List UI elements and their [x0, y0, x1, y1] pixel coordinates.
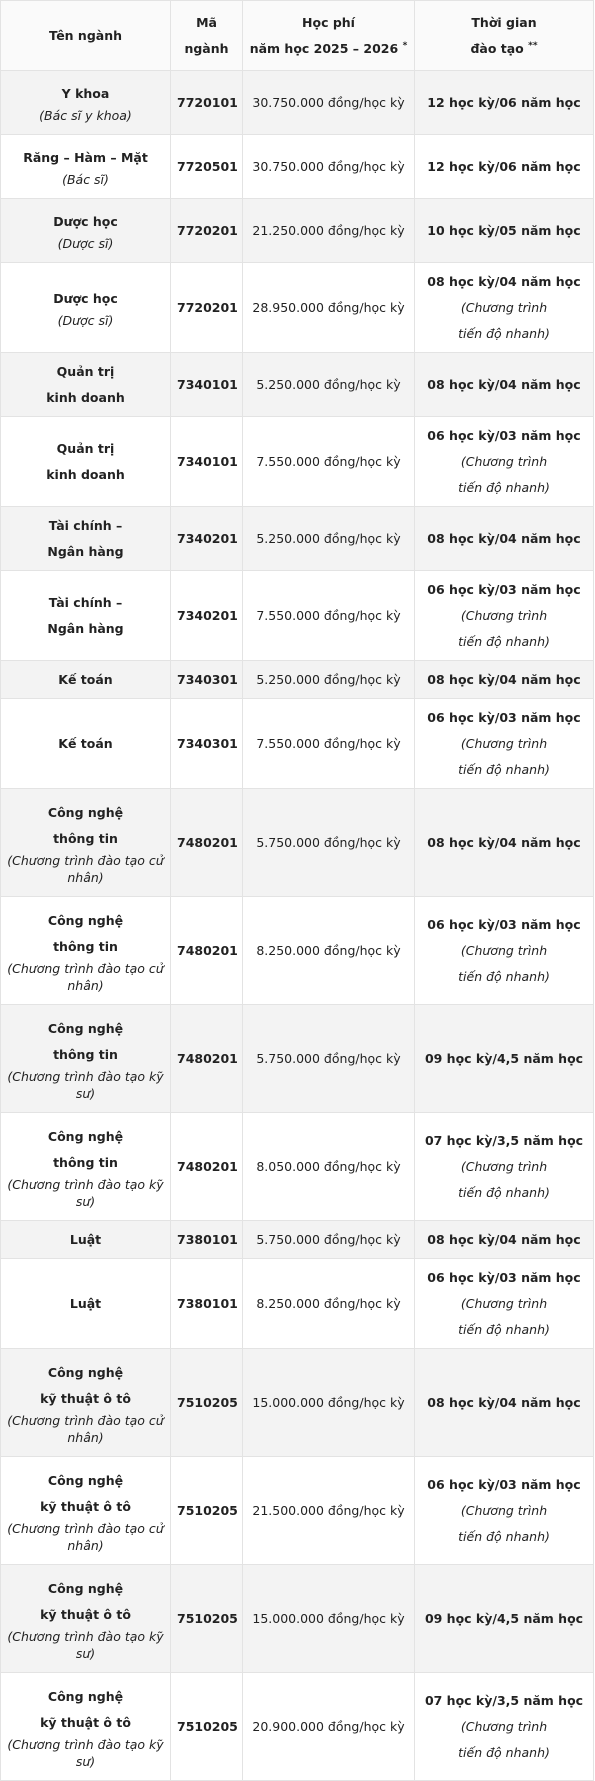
- duration-cell: [415, 417, 594, 507]
- major-code-cell: [171, 897, 243, 1005]
- major-name: Ngân hàng: [47, 620, 124, 636]
- major-name-cell: [1, 1457, 171, 1565]
- tuition-fee: 15.000.000 đồng/học kỳ: [252, 1394, 405, 1410]
- major-note: (Chương trình đào tạo kỹ sư): [7, 1068, 164, 1101]
- table-row: [1, 71, 594, 135]
- major-name-cell: [1, 897, 171, 1005]
- major-name-cell: [1, 1565, 171, 1673]
- table-row: [1, 353, 594, 417]
- table-row: [1, 1565, 594, 1673]
- major-code-cell: [171, 1673, 243, 1781]
- table-row: [1, 789, 594, 897]
- duration-note: (Chương trình: [460, 735, 548, 751]
- duration-cell: [415, 897, 594, 1005]
- duration-note: (Chương trình: [460, 1295, 548, 1311]
- tuition-fee: 5.750.000 đồng/học kỳ: [256, 1050, 401, 1066]
- major-code-cell: [171, 1113, 243, 1221]
- duration-cell: [415, 1113, 594, 1221]
- duration-note: tiến độ nhanh): [458, 1184, 550, 1200]
- tuition-fee: 5.250.000 đồng/học kỳ: [256, 671, 401, 687]
- header-duration: Thời gian đào tạo **: [415, 1, 594, 71]
- duration-cell: [415, 135, 594, 199]
- duration-note: (Chương trình: [460, 299, 548, 315]
- tuition-fee-cell: [243, 1221, 415, 1259]
- major-code: 7380101: [177, 1295, 238, 1311]
- major-name-cell: [1, 1673, 171, 1781]
- duration-cell: [415, 1005, 594, 1113]
- major-code-cell: [171, 661, 243, 699]
- tuition-fee: 20.900.000 đồng/học kỳ: [252, 1718, 405, 1734]
- major-note: (Chương trình đào tạo cử nhân): [7, 852, 164, 885]
- tuition-fee-cell: [243, 507, 415, 571]
- major-name-cell: [1, 1221, 171, 1259]
- duration-note: tiến độ nhanh): [458, 1528, 550, 1544]
- duration-value: 08 học kỳ/04 năm học: [427, 1231, 581, 1247]
- duration-value: 06 học kỳ/03 năm học: [427, 427, 581, 443]
- major-code-cell: [171, 507, 243, 571]
- major-note: (Bác sĩ y khoa): [39, 108, 132, 123]
- table-row: [1, 135, 594, 199]
- duration-value: 08 học kỳ/04 năm học: [427, 1394, 581, 1410]
- tuition-fee-cell: [243, 263, 415, 353]
- tuition-fee: 21.500.000 đồng/học kỳ: [252, 1502, 405, 1518]
- tuition-fee-cell: [243, 1457, 415, 1565]
- table-row: [1, 1005, 594, 1113]
- major-code-cell: [171, 135, 243, 199]
- major-name: Công nghệ: [47, 1688, 124, 1704]
- duration-cell: [415, 1259, 594, 1349]
- duration-cell: [415, 1221, 594, 1259]
- duration-cell: [415, 1673, 594, 1781]
- duration-note: (Chương trình: [460, 1158, 548, 1174]
- tuition-fee: 30.750.000 đồng/học kỳ: [252, 94, 405, 110]
- major-name: Công nghệ: [47, 1128, 124, 1144]
- major-note: (Dược sĩ): [57, 236, 114, 251]
- tuition-fee-cell: [243, 1259, 415, 1349]
- major-name: Kế toán: [58, 735, 113, 751]
- major-name-cell: [1, 507, 171, 571]
- major-code: 7510205: [177, 1718, 238, 1734]
- duration-cell: [415, 199, 594, 263]
- tuition-fee-cell: [243, 135, 415, 199]
- major-code-cell: [171, 1221, 243, 1259]
- major-code: 7340201: [177, 607, 238, 623]
- major-name: Luật: [69, 1231, 102, 1247]
- major-note: (Chương trình đào tạo kỹ sư): [7, 1736, 164, 1769]
- table-row: [1, 1457, 594, 1565]
- duration-cell: [415, 263, 594, 353]
- major-code: 7480201: [177, 1158, 238, 1174]
- tuition-fee: 8.050.000 đồng/học kỳ: [256, 1158, 401, 1174]
- duration-cell: [415, 789, 594, 897]
- tuition-fee-cell: [243, 417, 415, 507]
- tuition-fee: 7.550.000 đồng/học kỳ: [256, 453, 401, 469]
- major-code: 7510205: [177, 1502, 238, 1518]
- major-name: Dược học: [53, 291, 118, 306]
- tuition-fee-cell: [243, 71, 415, 135]
- major-name-cell: [1, 1113, 171, 1221]
- major-code-cell: [171, 1457, 243, 1565]
- tuition-fee-cell: [243, 1673, 415, 1781]
- major-name-cell: [1, 417, 171, 507]
- tuition-fee: 30.750.000 đồng/học kỳ: [252, 158, 405, 174]
- duration-value: 08 học kỳ/04 năm học: [427, 376, 581, 392]
- duration-value: 12 học kỳ/06 năm học: [427, 158, 581, 174]
- duration-cell: [415, 661, 594, 699]
- tuition-fee: 5.250.000 đồng/học kỳ: [256, 530, 401, 546]
- tuition-fee-cell: [243, 199, 415, 263]
- major-note: (Chương trình đào tạo kỹ sư): [7, 1176, 164, 1209]
- table-row: [1, 263, 594, 353]
- major-code-cell: [171, 263, 243, 353]
- major-name: Dược học: [53, 214, 118, 229]
- major-code-cell: [171, 417, 243, 507]
- major-name: kinh doanh: [46, 389, 125, 405]
- major-name: kỹ thuật ô tô: [40, 1390, 131, 1406]
- major-code: 7340301: [177, 735, 238, 751]
- tuition-fee: 15.000.000 đồng/học kỳ: [252, 1610, 405, 1626]
- tuition-fee-cell: [243, 353, 415, 417]
- tuition-fee-cell: [243, 1113, 415, 1221]
- major-name-cell: [1, 1349, 171, 1457]
- major-name: kỹ thuật ô tô: [40, 1498, 131, 1514]
- major-name: kinh doanh: [46, 466, 125, 482]
- major-name-cell: [1, 199, 171, 263]
- major-code: 7340101: [177, 376, 238, 392]
- tuition-fee: 7.550.000 đồng/học kỳ: [256, 607, 401, 623]
- major-name-cell: [1, 1005, 171, 1113]
- tuition-fee: 8.250.000 đồng/học kỳ: [256, 942, 401, 958]
- table-row: [1, 1221, 594, 1259]
- major-name: kỹ thuật ô tô: [40, 1606, 131, 1622]
- major-code: 7480201: [177, 942, 238, 958]
- duration-cell: [415, 571, 594, 661]
- major-name: thông tin: [53, 1154, 118, 1170]
- major-code: 7510205: [177, 1610, 238, 1626]
- duration-value: 06 học kỳ/03 năm học: [427, 916, 581, 932]
- duration-note: (Chương trình: [460, 1502, 548, 1518]
- major-name: Công nghệ: [47, 804, 124, 820]
- major-name: Công nghệ: [47, 1580, 124, 1596]
- major-name-cell: [1, 353, 171, 417]
- major-code-cell: [171, 1259, 243, 1349]
- header-tuition-fee: Học phí năm học 2025 – 2026 *: [243, 1, 415, 71]
- header-major-code: Mã ngành: [171, 1, 243, 71]
- major-name-cell: [1, 571, 171, 661]
- major-name-cell: [1, 135, 171, 199]
- duration-value: 09 học kỳ/4,5 năm học: [424, 1050, 584, 1066]
- major-code-cell: [171, 1349, 243, 1457]
- major-code: 7340301: [177, 671, 238, 687]
- duration-note: tiến độ nhanh): [458, 1744, 550, 1760]
- major-name: Công nghệ: [47, 1020, 124, 1036]
- duration-value: 08 học kỳ/04 năm học: [427, 273, 581, 289]
- tuition-fee-cell: [243, 1005, 415, 1113]
- table-row: [1, 199, 594, 263]
- major-name: Ngân hàng: [47, 543, 124, 559]
- duration-value: 08 học kỳ/04 năm học: [427, 671, 581, 687]
- tuition-fee-cell: [243, 1349, 415, 1457]
- major-code: 7340201: [177, 530, 238, 546]
- major-code: 7480201: [177, 1050, 238, 1066]
- major-name: Y khoa: [61, 86, 110, 101]
- duration-value: 07 học kỳ/3,5 năm học: [424, 1692, 584, 1708]
- tuition-fee-cell: [243, 789, 415, 897]
- duration-note: tiến độ nhanh): [458, 479, 550, 495]
- duration-note: (Chương trình: [460, 453, 548, 469]
- major-code: 7720501: [177, 158, 238, 174]
- duration-value: 06 học kỳ/03 năm học: [427, 581, 581, 597]
- major-code: 7480201: [177, 834, 238, 850]
- tuition-fee: 21.250.000 đồng/học kỳ: [252, 222, 405, 238]
- duration-cell: [415, 699, 594, 789]
- duration-value: 08 học kỳ/04 năm học: [427, 530, 581, 546]
- duration-note: (Chương trình: [460, 607, 548, 623]
- major-name: Răng – Hàm – Mặt: [23, 150, 148, 165]
- duration-value: 10 học kỳ/05 năm học: [427, 222, 581, 238]
- table-body: [1, 71, 594, 1781]
- major-code-cell: [171, 789, 243, 897]
- duration-note: tiến độ nhanh): [458, 968, 550, 984]
- duration-value: 06 học kỳ/03 năm học: [427, 709, 581, 725]
- tuition-fee: 7.550.000 đồng/học kỳ: [256, 735, 401, 751]
- duration-value: 07 học kỳ/3,5 năm học: [424, 1132, 584, 1148]
- duration-value: 08 học kỳ/04 năm học: [427, 834, 581, 850]
- major-note: (Chương trình đào tạo kỹ sư): [7, 1628, 164, 1661]
- major-code: 7340101: [177, 453, 238, 469]
- duration-note: tiến độ nhanh): [458, 1321, 550, 1337]
- major-name-cell: [1, 789, 171, 897]
- major-name: thông tin: [53, 830, 118, 846]
- major-code-cell: [171, 699, 243, 789]
- tuition-fee: 28.950.000 đồng/học kỳ: [252, 299, 405, 315]
- table-row: [1, 897, 594, 1005]
- duration-note: tiến độ nhanh): [458, 761, 550, 777]
- major-note: (Chương trình đào tạo cử nhân): [7, 1520, 164, 1553]
- major-name-cell: [1, 263, 171, 353]
- major-name-cell: [1, 71, 171, 135]
- table-row: [1, 1673, 594, 1781]
- duration-value: 12 học kỳ/06 năm học: [427, 94, 581, 110]
- major-note: (Dược sĩ): [57, 313, 114, 328]
- major-code: 7720201: [177, 299, 238, 315]
- header-row: [1, 1, 594, 71]
- header-major-name: Tên ngành: [1, 1, 171, 71]
- duration-value: 09 học kỳ/4,5 năm học: [424, 1610, 584, 1626]
- major-name: Công nghệ: [47, 912, 124, 928]
- major-code-cell: [171, 1565, 243, 1673]
- tuition-fee-cell: [243, 661, 415, 699]
- duration-cell: [415, 507, 594, 571]
- tuition-fee: 8.250.000 đồng/học kỳ: [256, 1295, 401, 1311]
- tuition-fee-cell: [243, 1565, 415, 1673]
- major-name: Công nghệ: [47, 1364, 124, 1380]
- tuition-fee-cell: [243, 897, 415, 1005]
- major-name: Tài chính –: [48, 594, 123, 610]
- table-row: [1, 571, 594, 661]
- major-code-cell: [171, 71, 243, 135]
- major-note: (Bác sĩ): [62, 172, 109, 187]
- major-name-cell: [1, 1259, 171, 1349]
- duration-note: (Chương trình: [460, 1718, 548, 1734]
- tuition-fee: 5.250.000 đồng/học kỳ: [256, 376, 401, 392]
- major-name: Luật: [69, 1295, 102, 1311]
- duration-cell: [415, 71, 594, 135]
- tuition-fee-cell: [243, 571, 415, 661]
- duration-note: tiến độ nhanh): [458, 633, 550, 649]
- duration-value: 06 học kỳ/03 năm học: [427, 1476, 581, 1492]
- duration-cell: [415, 353, 594, 417]
- tuition-fee-cell: [243, 699, 415, 789]
- tuition-fee: 5.750.000 đồng/học kỳ: [256, 1231, 401, 1247]
- table-row: [1, 417, 594, 507]
- major-name: Kế toán: [58, 671, 113, 687]
- table-row: [1, 1349, 594, 1457]
- major-name: Tài chính –: [48, 517, 123, 533]
- tuition-fee: 5.750.000 đồng/học kỳ: [256, 834, 401, 850]
- major-code: 7510205: [177, 1394, 238, 1410]
- table-row: [1, 1259, 594, 1349]
- major-name: thông tin: [53, 1046, 118, 1062]
- table-row: [1, 699, 594, 789]
- duration-cell: [415, 1565, 594, 1673]
- duration-cell: [415, 1349, 594, 1457]
- major-code-cell: [171, 571, 243, 661]
- duration-cell: [415, 1457, 594, 1565]
- major-name-cell: [1, 661, 171, 699]
- duration-note: (Chương trình: [460, 942, 548, 958]
- major-name-cell: [1, 699, 171, 789]
- major-code: 7380101: [177, 1231, 238, 1247]
- major-note: (Chương trình đào tạo cử nhân): [7, 1412, 164, 1445]
- table-row: [1, 1113, 594, 1221]
- duration-note: tiến độ nhanh): [458, 325, 550, 341]
- major-code: 7720201: [177, 222, 238, 238]
- duration-value: 06 học kỳ/03 năm học: [427, 1269, 581, 1285]
- major-code-cell: [171, 199, 243, 263]
- major-name: Công nghệ: [47, 1472, 124, 1488]
- major-name: Quản trị: [56, 440, 115, 456]
- major-name: Quản trị: [56, 363, 115, 379]
- major-code-cell: [171, 353, 243, 417]
- table-row: [1, 661, 594, 699]
- major-code-cell: [171, 1005, 243, 1113]
- major-code: 7720101: [177, 94, 238, 110]
- major-name: thông tin: [53, 938, 118, 954]
- major-note: (Chương trình đào tạo cử nhân): [7, 960, 164, 993]
- major-name: kỹ thuật ô tô: [40, 1714, 131, 1730]
- table-row: [1, 507, 594, 571]
